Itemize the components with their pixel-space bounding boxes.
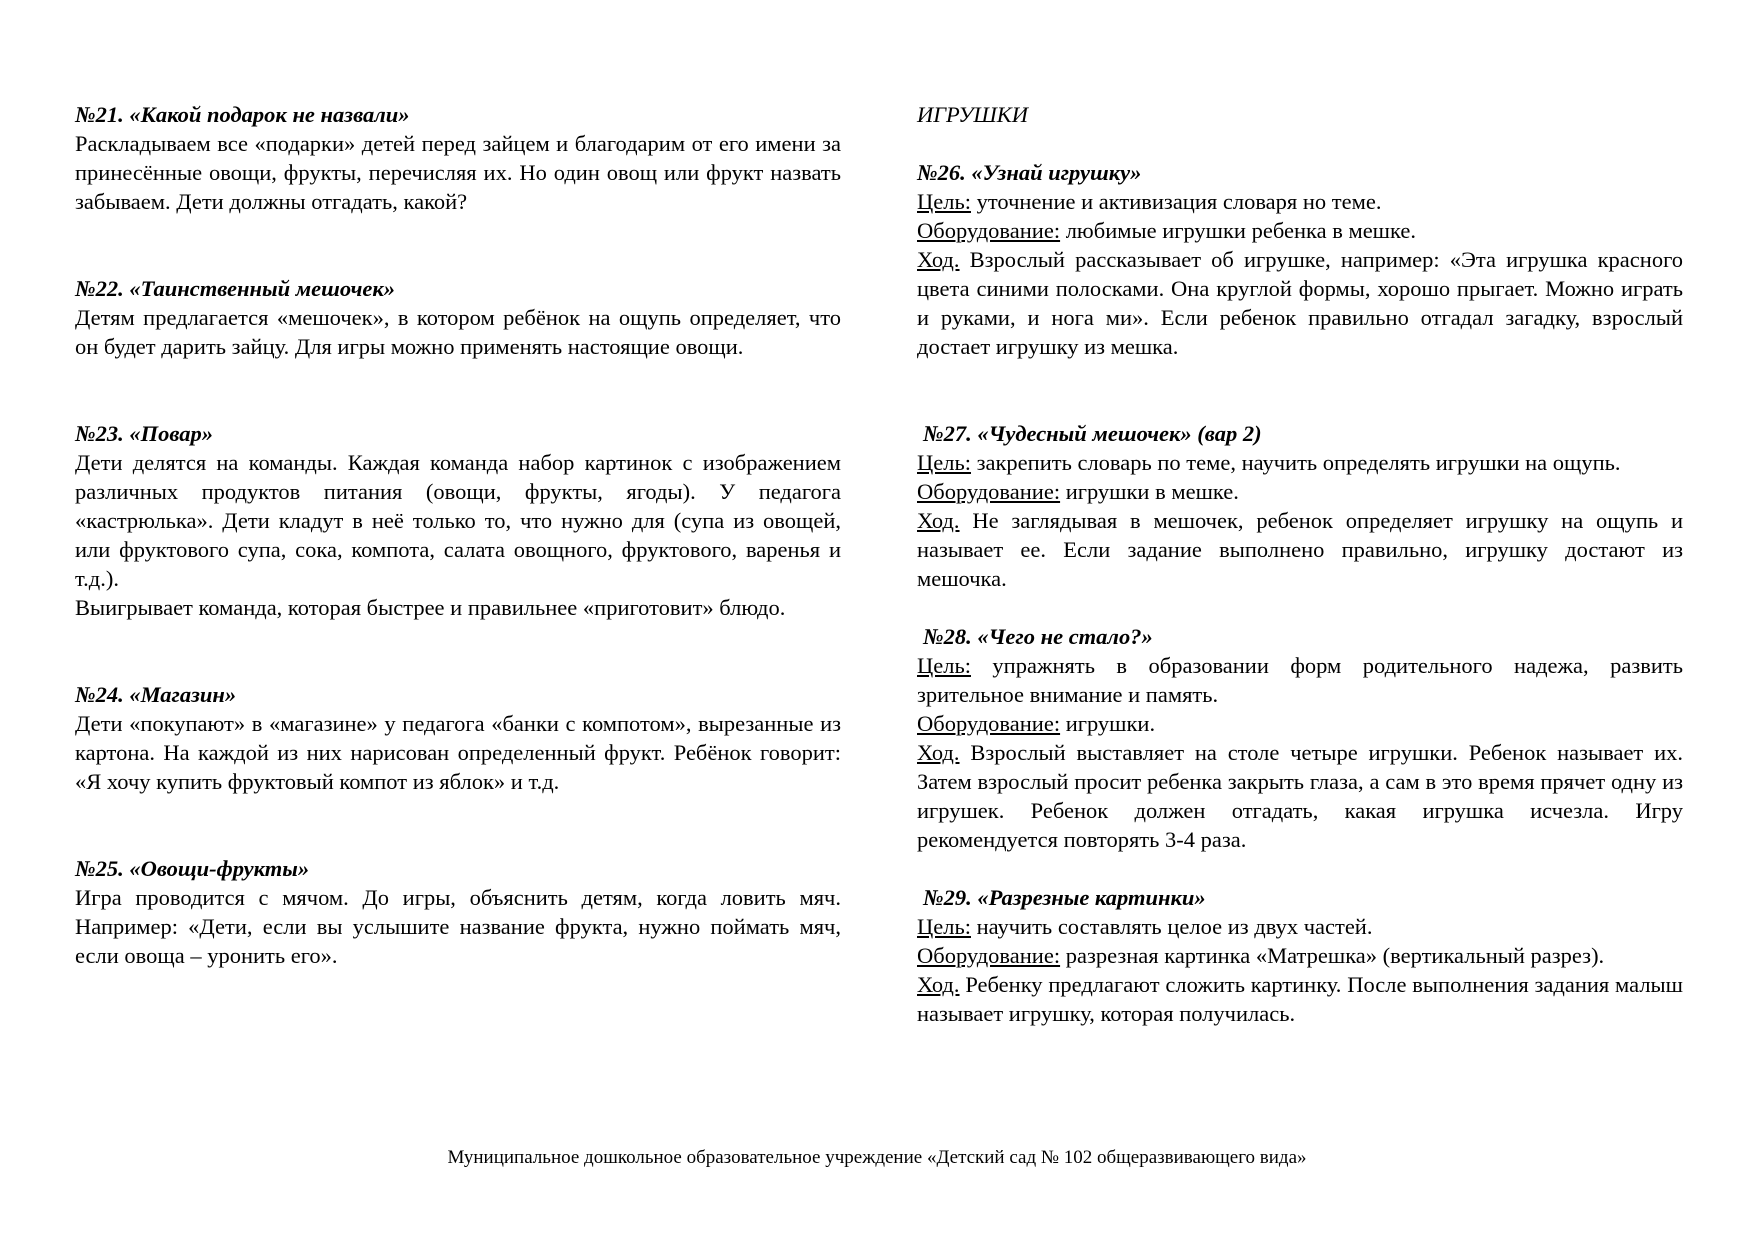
game-equipment [917,477,1683,506]
game-goal [917,651,1683,709]
goal-label: Цель: [917,914,971,939]
game-title: №24. «Магазин» [75,682,237,707]
game-description: Дети «покупают» в «магазине» у педагога «банки с компотом», вырезанные из картона. На каждой из них нарисован определенный фрукт. Ребёнок говорит: «Я хочу купить фруктовый компот из яблок» и т.д. [75,711,841,794]
right-column [917,100,1683,1028]
game-title: №27. «Чудесный мешочек» (вар 2) [923,421,1262,446]
course-label: Ход. [917,972,960,997]
course-text: Не заглядывая в мешочек, ребенок определяет игрушку на ощупь и называет ее. Если задание выполнено правильно, игрушку достают из мешочка. [917,508,1683,591]
course-label: Ход. [917,740,960,765]
section-heading: ИГРУШКИ [917,102,1028,127]
equipment-label: Оборудование: [917,711,1061,736]
goal-text: научить составлять целое из двух частей. [970,914,1373,939]
course-text: Взрослый рассказывает об игрушке, например: «Эта игрушка красного цвета синими полосками. Она круглой формы, хорошо прыгает. Можно играть и руками, и нога ми». Если ребенок правильно отгадал загадку, взрослый достает игрушку из мешка. [917,247,1683,359]
game-26 [917,158,1683,361]
equipment-label: Оборудование: [917,218,1061,243]
equipment-label: Оборудование: [917,943,1061,968]
game-description: Игра проводится с мячом. До игры, объяснить детям, когда ловить мяч. Например: «Дети, если вы услышите название фрукта, нужно поймать мяч, если овоща – уронить его». [75,885,841,968]
equipment-text: игрушки в мешке. [1060,479,1239,504]
game-23 [75,419,841,622]
course-text: Взрослый выставляет на столе четыре игрушки. Ребенок называет их. Затем взрослый просит ребенка закрыть глаза, а сам в это время прячет одну из игрушек. Ребенок должен отгадать, какая игрушка исчезла. Игру рекомендуется повторять 3-4 раза. [917,740,1683,852]
game-course [917,506,1683,593]
game-22 [75,274,841,361]
game-equipment [917,216,1683,245]
equipment-text: любимые игрушки ребенка в мешке. [1060,218,1416,243]
equipment-text: разрезная картинка «Матрешка» (вертикальный разрез). [1060,943,1605,968]
game-description: Выигрывает команда, которая быстрее и правильнее «приготовит» блюдо. [75,595,786,620]
game-title: №26. «Узнай игрушку» [917,160,1142,185]
game-25 [75,854,841,970]
game-27 [917,419,1683,593]
game-title: №23. «Повар» [75,421,213,446]
goal-label: Цель: [917,189,971,214]
game-description: Дети делятся на команды. Каждая команда набор картинок с изображением различных продуктов питания (овощи, фрукты, ягоды). У педагога «кастрюлька». Дети кладут в неё только то, что нужно для (супа из овощей, или фруктового супа, сока, компота, салата овощного, фруктового, варенья и т.д.). [75,450,841,591]
game-29 [917,883,1683,1028]
game-title: №21. «Какой подарок не назвали» [75,102,410,127]
course-label: Ход. [917,247,960,272]
goal-text: уточнение и активизация словаря но теме. [970,189,1382,214]
game-equipment [917,941,1683,970]
game-description: Раскладываем все «подарки» детей перед зайцем и благодарим от его имени за принесённые овощи, фрукты, перечисляя их. Но один овощ или фрукт назвать забываем. Дети должны отгадать, какой? [75,131,841,214]
goal-label: Цель: [917,653,971,678]
game-21 [75,100,841,216]
game-goal [917,448,1683,477]
course-text: Ребенку предлагают сложить картинку. После выполнения задания малыш называет игрушку, которая получилась. [917,972,1683,1026]
game-description: Детям предлагается «мешочек», в котором ребёнок на ощупь определяет, что он будет дарить зайцу. Для игры можно применять настоящие овощи. [75,305,841,359]
game-title: №22. «Таинственный мешочек» [75,276,396,301]
game-goal [917,187,1683,216]
course-label: Ход. [917,508,960,533]
game-course [917,970,1683,1028]
game-goal [917,912,1683,941]
equipment-label: Оборудование: [917,479,1061,504]
page-footer: Муниципальное дошкольное образовательное учреждение «Детский сад № 102 общеразвивающего вида» [447,1147,1307,1168]
game-equipment [917,709,1683,738]
game-title: №29. «Разрезные картинки» [923,885,1206,910]
game-title: №28. «Чего не стало?» [923,624,1153,649]
game-24 [75,680,841,796]
game-course [917,738,1683,854]
equipment-text: игрушки. [1060,711,1156,736]
goal-label: Цель: [917,450,971,475]
goal-text: закрепить словарь по теме, научить определять игрушки на ощупь. [970,450,1621,475]
game-28 [917,622,1683,854]
game-title: №25. «Овощи-фрукты» [75,856,310,881]
left-column [75,100,841,970]
goal-text: упражнять в образовании форм родительного надежа, развить зрительное внимание и память. [917,653,1683,707]
game-course [917,245,1683,361]
